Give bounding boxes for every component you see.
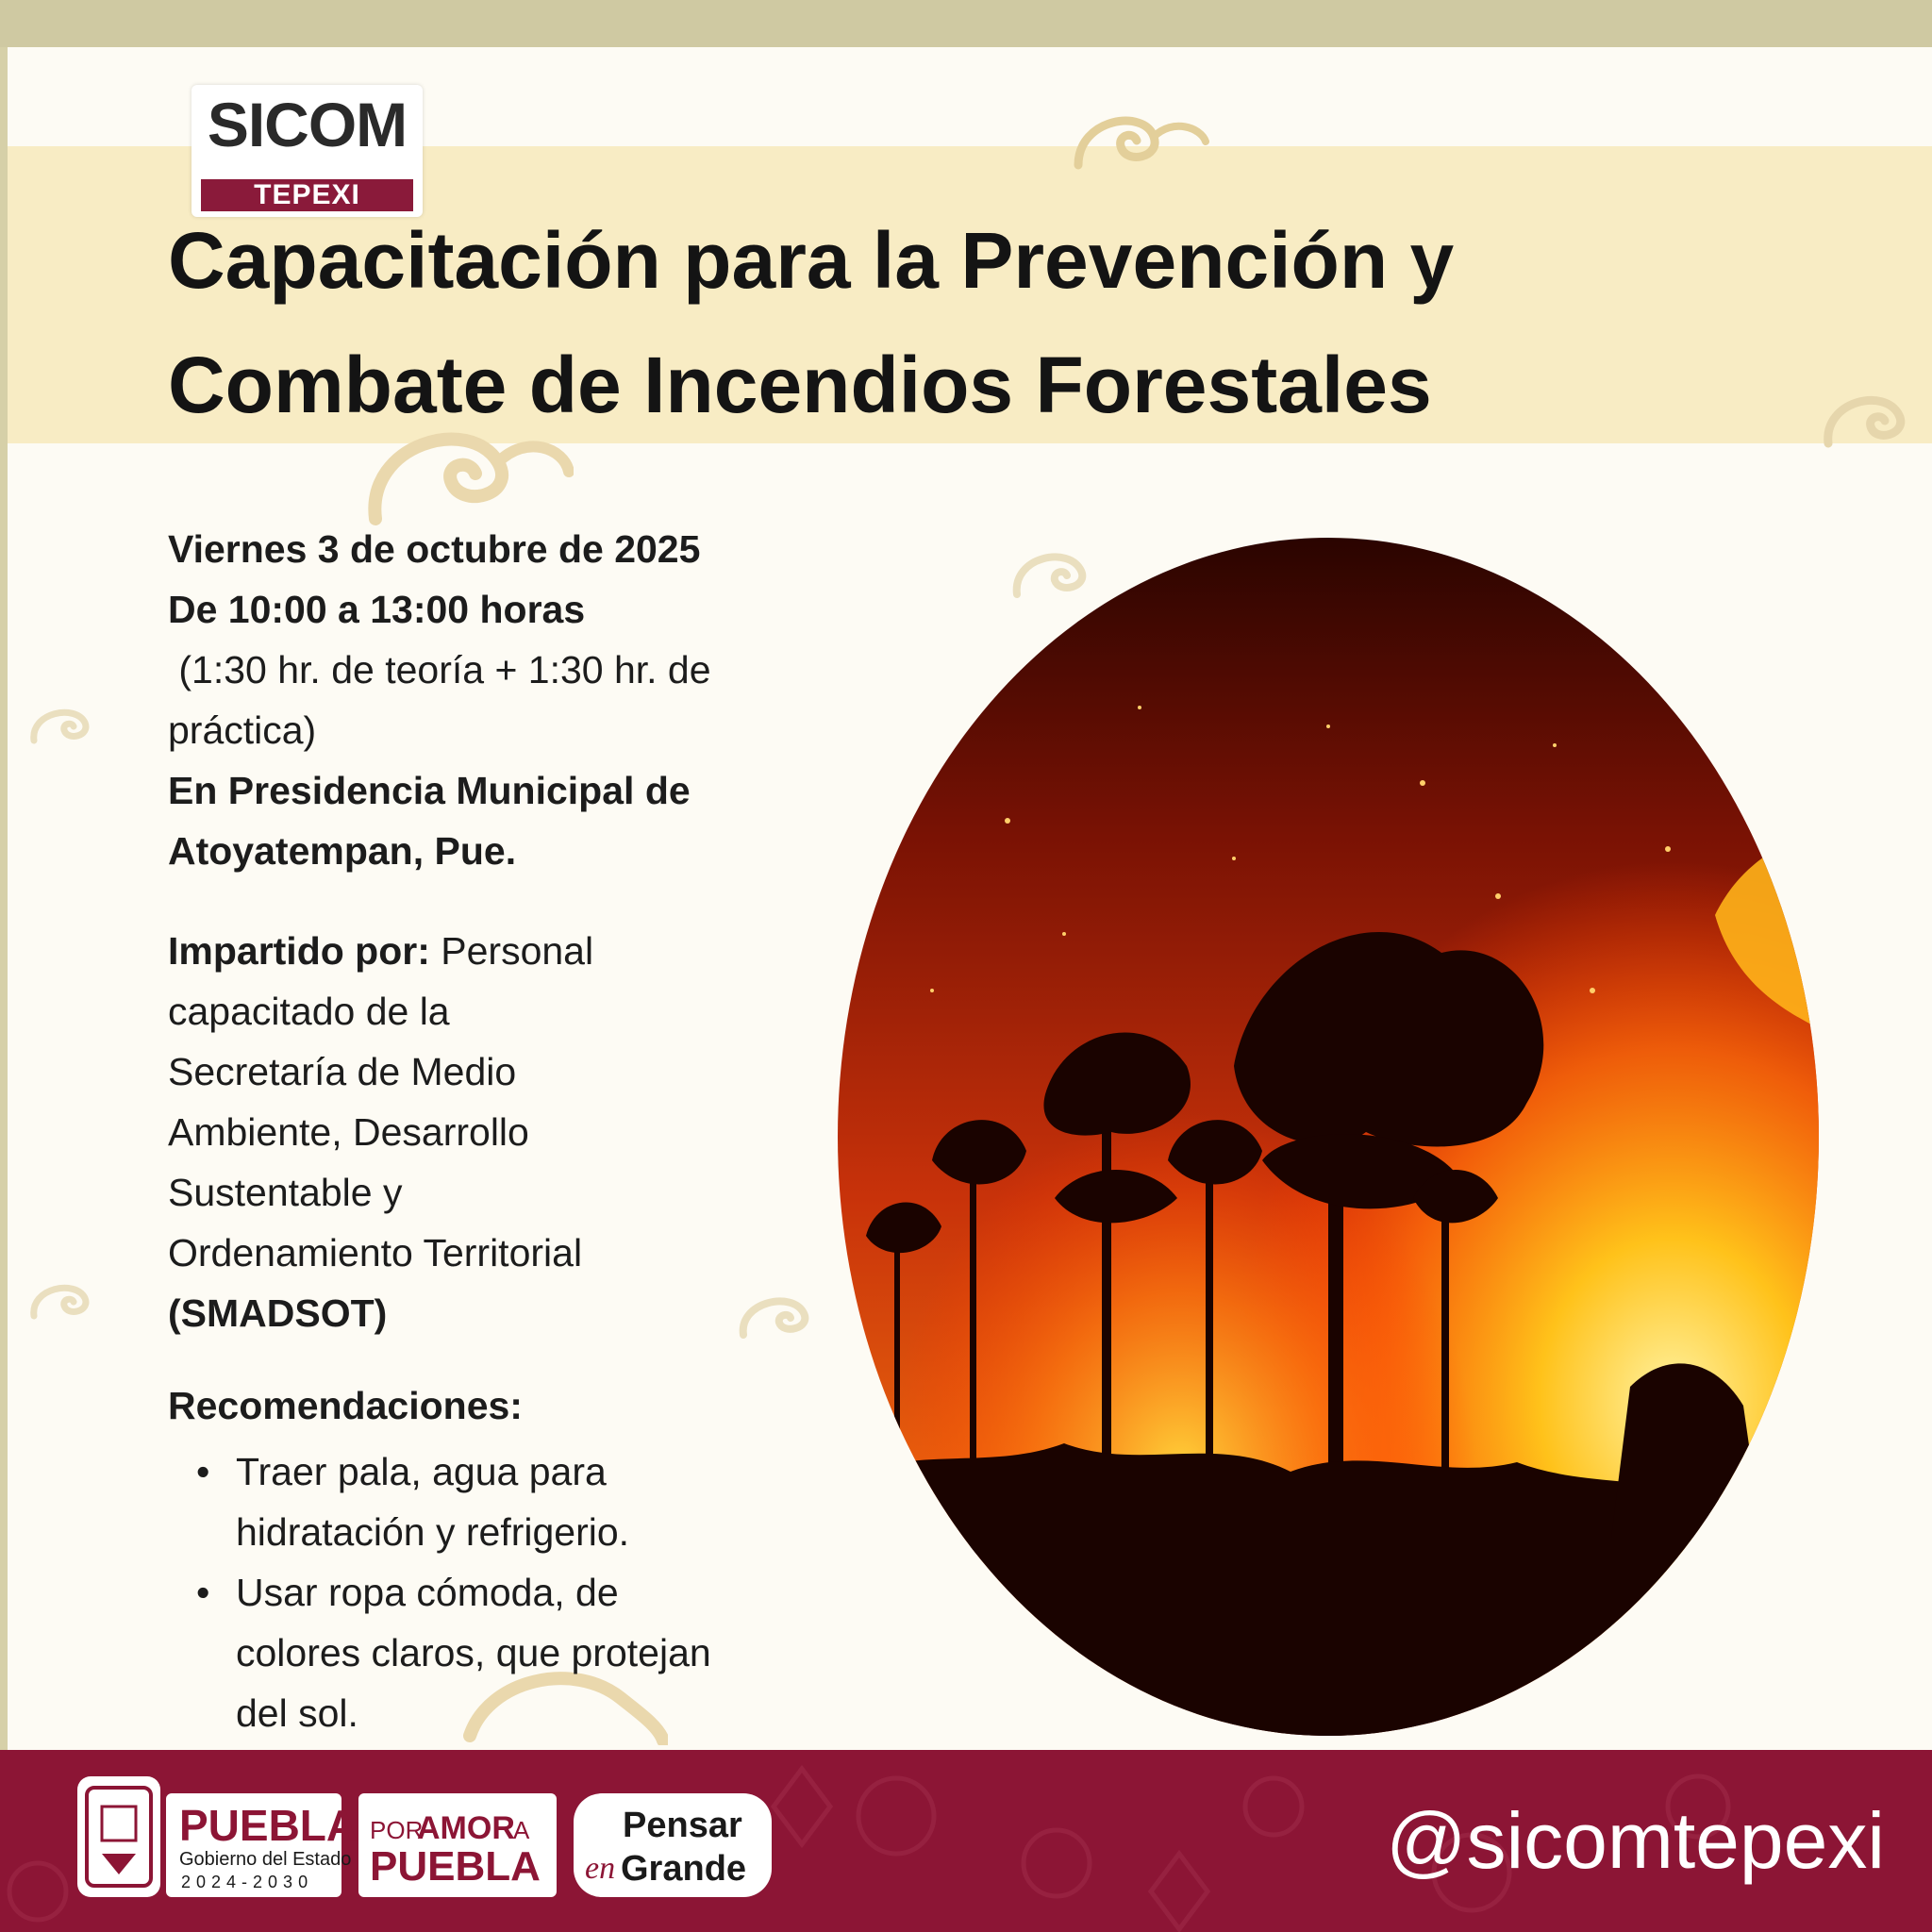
- event-info: [168, 519, 885, 1743]
- instructor-line-1: [168, 921, 885, 981]
- rec-2-line-2: colores claros, que protejan: [236, 1631, 711, 1674]
- event-date: Viernes 3 de octubre de 2025: [168, 527, 701, 571]
- pensar-word: Pensar: [623, 1806, 742, 1845]
- bullet-icon: •: [196, 1450, 210, 1493]
- footer-bar: [0, 1750, 1932, 1932]
- spacer: [168, 881, 885, 921]
- event-duration-line-1: (1:30 hr. de teoría + 1:30 hr. de: [168, 648, 711, 691]
- puebla-word: PUEBLA: [179, 1801, 358, 1850]
- puebla-word-2: PUEBLA: [370, 1843, 541, 1890]
- recommendations-title: Recomendaciones:: [168, 1384, 523, 1427]
- sicom-logo-word: SICOM: [207, 90, 408, 159]
- footer-logos: [75, 1774, 792, 1907]
- instructor-line-2: capacitado de la: [168, 990, 450, 1033]
- decorative-swirl-icon: [1008, 538, 1111, 613]
- event-place-line-2: Atoyatempan, Pue.: [168, 829, 517, 873]
- event-time: De 10:00 a 13:00 horas: [168, 588, 586, 631]
- title-line-1: Capacitación para la Prevención y: [168, 216, 1455, 305]
- event-place-line-1: En Presidencia Municipal de: [168, 769, 691, 812]
- title-line-2: Combate de Incendios Forestales: [168, 341, 1432, 429]
- recommendations-list: [168, 1441, 885, 1743]
- forest-fire-image: [838, 538, 1819, 1736]
- instructor-line-5: Sustentable y: [168, 1171, 403, 1214]
- decorative-swirl-icon: [26, 1274, 111, 1330]
- instructor-line-6: Ordenamiento Territorial: [168, 1231, 583, 1274]
- instructor-line-4: Ambiente, Desarrollo: [168, 1110, 529, 1154]
- state-seal-icon: [77, 1776, 160, 1897]
- event-duration-line-2: práctica): [168, 708, 317, 752]
- rec-2-line-1: Usar ropa cómoda, de: [236, 1571, 619, 1614]
- sicom-logo-sub: TEPEXI: [201, 179, 413, 211]
- instructor-text-1: Personal: [429, 929, 594, 973]
- puebla-years: 2024-2030: [181, 1873, 314, 1891]
- amor-word: AMOR: [417, 1810, 515, 1846]
- instructor-label: Impartido por:: [168, 929, 430, 973]
- rec-2-line-3: del sol.: [236, 1691, 358, 1735]
- list-item: [168, 1562, 885, 1743]
- instructor-line-7: (SMADSOT): [168, 1291, 388, 1335]
- decorative-swirl-icon: [1069, 99, 1210, 184]
- forest-fire-illustration: [838, 538, 1819, 1736]
- bullet-icon: •: [196, 1571, 210, 1614]
- poster-card: [8, 47, 1932, 1750]
- list-item: [168, 1441, 885, 1562]
- por-word: POR: [370, 1816, 424, 1844]
- rec-1-line-2: hidratación y refrigerio.: [236, 1510, 630, 1554]
- en-word: en: [585, 1851, 616, 1886]
- grande-word: Grande: [621, 1849, 747, 1889]
- rec-1-line-1: Traer pala, agua para: [236, 1450, 607, 1493]
- page-title: [168, 198, 1913, 447]
- puebla-sub: Gobierno del Estado: [179, 1849, 352, 1870]
- decorative-swirl-icon: [26, 698, 111, 755]
- instructor-line-3: Secretaría de Medio: [168, 1050, 517, 1093]
- social-handle: @sicomtepexi: [1386, 1796, 1885, 1885]
- sicom-logo: [192, 85, 423, 217]
- a-word: A: [513, 1816, 530, 1844]
- top-strip: [0, 0, 1932, 47]
